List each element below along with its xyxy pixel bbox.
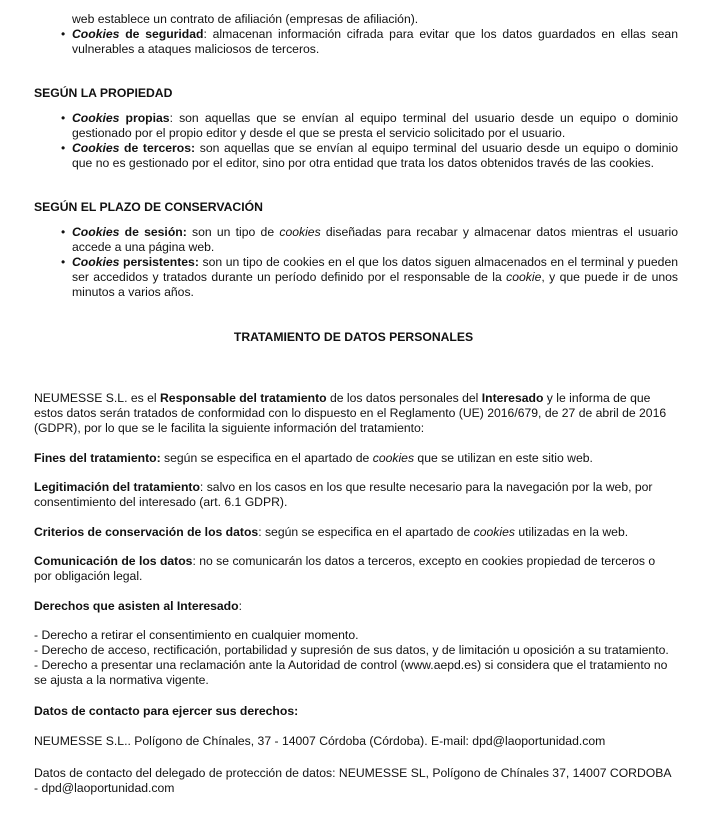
list-item (34, 225, 678, 255)
list-item (34, 12, 678, 27)
rights-item: - Derecho de acceso, rectificación, portabilidad y supresión de sus datos, y de limitación u oposición a su tratamiento. (34, 643, 669, 657)
term-italic: Cookies (72, 27, 120, 41)
bullet-icon: • (61, 255, 66, 269)
property-list (34, 111, 678, 171)
rights-colon: : (238, 599, 242, 613)
italic-word: cookie (506, 270, 542, 284)
list-item (34, 27, 678, 57)
retention-criteria-text: : según se especifica en el apartado de (258, 525, 474, 539)
term-rest: de terceros: (119, 141, 196, 155)
list-item-text: son un tipo de (186, 225, 280, 239)
section-heading-retention: SEGÚN EL PLAZO DE CONSERVACIÓN (34, 200, 263, 214)
list-item-text: : almacenan información cifrada para evitar que los datos guardados en ellas sean vulnerables a ataques maliciosos de terceros. (72, 27, 678, 56)
rights-list (34, 628, 674, 688)
rights-label: Derechos que asisten al Interesado (34, 599, 239, 613)
contact-line: NEUMESSE S.L.. Polígono de Chínales, 37 - 14007 Córdoba (Córdoba). E-mail: dpd@laoportunidad.com (34, 734, 606, 748)
contact-heading-text: Datos de contacto para ejercer sus derechos: (34, 704, 299, 718)
term-italic: Cookies (72, 225, 120, 239)
intro-bold: Responsable del tratamiento (159, 391, 327, 405)
italic-word: cookies (473, 525, 515, 539)
rights-item: - Derecho a retirar el consentimiento en cualquier momento. (34, 628, 359, 642)
list-item (34, 111, 678, 141)
retention-criteria-label: Criterios de conservación de los datos (34, 525, 259, 539)
treatment-intro (34, 391, 674, 436)
rights-heading (34, 599, 674, 614)
list-item-text: , y que puede ir de unos minutos a varios años. (72, 270, 678, 299)
bullet-icon: • (61, 141, 66, 155)
term-italic: Cookies (72, 111, 120, 125)
list-item (34, 141, 678, 171)
bullet-icon: • (61, 111, 66, 125)
bullet-icon: • (61, 27, 66, 41)
list-item (34, 255, 678, 300)
italic-word: cookies (372, 451, 415, 465)
legitimation-label: Legitimación del tratamiento (34, 480, 200, 494)
term-rest: propias (119, 111, 170, 125)
intro-text: y le informa de que estos datos serán tratados de conformidad con lo dispuesto en el Reglamento (UE) 2016/679, de 27 de abril de 2016 (GDPR), por lo que se le facilita la siguiente información del tratamiento: (34, 391, 667, 435)
term-rest: de sesión: (119, 225, 187, 239)
communication-paragraph (34, 554, 674, 584)
communication-label: Comunicación de los datos (34, 554, 193, 568)
list-item-text: son un tipo de cookies en el que los datos siguen almacenados en el terminal y pueden ser accedidos y tratados durante un período definido por el responsable de la (72, 255, 679, 284)
dpo-contact-line: Datos de contacto del delegado de protección de datos: NEUMESSE SL, Polígono de Chínales 37, 14007 CORDOBA - dpd@laoportunidad.com (34, 766, 671, 795)
top-cookie-list (34, 12, 678, 57)
intro-text: NEUMESSE S.L. es el (34, 391, 160, 405)
contact-heading (34, 704, 674, 719)
purpose-text: según se especifica en el apartado de (160, 451, 373, 465)
term-rest: de seguridad (119, 27, 204, 41)
treatment-title: TRATAMIENTO DE DATOS PERSONALES (233, 330, 474, 344)
purpose-paragraph (34, 451, 674, 466)
list-item-text: web establece un contrato de afiliación (empresas de afiliación). (72, 12, 419, 26)
list-item-text: diseñadas para recabar y almacenar datos mientras el usuario accede a una página web. (72, 225, 679, 254)
legitimation-text: : salvo en los casos en los que resulte necesario para la navegación por la web, por consentimiento del interesado (art. 6.1 GDPR). (34, 480, 653, 509)
purpose-label: Fines del tratamiento: (34, 451, 161, 465)
term-italic: Cookies (72, 141, 120, 155)
term-rest: persistentes: (119, 255, 199, 269)
term-italic: Cookies (72, 255, 120, 269)
section-heading-property: SEGÚN LA PROPIEDAD (34, 86, 173, 100)
rights-item: - Derecho a presentar una reclamación ante la Autoridad de control (www.aepd.es) si considera que el tratamiento no se ajusta a la normativa vigente. (34, 658, 668, 687)
retention-criteria-text: utilizadas en la web. (514, 525, 629, 539)
intro-text: de los datos personales del (326, 391, 482, 405)
retention-criteria-paragraph (34, 525, 674, 540)
list-item-text: son aquellas que se envían al equipo terminal del usuario desde un equipo o dominio que no es gestionado por el editor, sino por otra entidad que trata los datos obtenidos través de las cookies. (72, 141, 679, 170)
purpose-text: que se utilizan en este sitio web. (414, 451, 593, 465)
legitimation-paragraph (34, 480, 674, 510)
bullet-icon: • (61, 225, 66, 239)
list-item-text: : son aquellas que se envían al equipo terminal del usuario desde un equipo o dominio gestionado por el propio editor y desde el que se presta el servicio solicitado por el usuario. (72, 111, 679, 140)
italic-word: cookies (279, 225, 321, 239)
communication-text: : no se comunicarán los datos a terceros, excepto en cookies propiedad de terceros o por obligación legal. (34, 554, 656, 583)
retention-list (34, 225, 678, 300)
intro-bold: Interesado (481, 391, 544, 405)
